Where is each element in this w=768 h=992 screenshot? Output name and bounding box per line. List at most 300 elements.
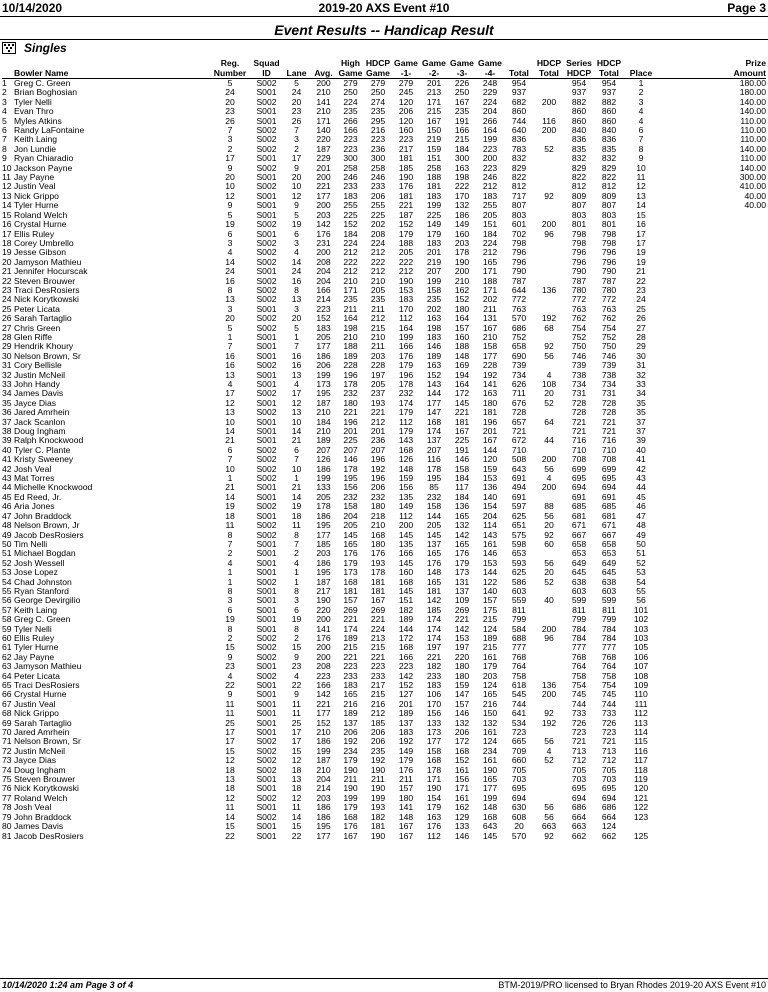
- cell-reg-number: 15: [225, 822, 235, 832]
- cell-reg-number: 10: [225, 182, 235, 192]
- table-row: [2, 182, 766, 191]
- cell-reg-number: 5: [227, 78, 233, 88]
- cell-average: 186: [316, 803, 331, 813]
- cell-high-game: 234: [343, 746, 358, 756]
- cell-series-hdcp: 784: [571, 633, 587, 643]
- cell-game-1: 201: [398, 699, 414, 709]
- col-header-high-game: Game: [338, 68, 363, 78]
- table-row: [2, 578, 766, 587]
- cell-row-number: 74: [2, 765, 12, 775]
- col-header-game-1: -1-: [392, 69, 420, 79]
- cell-game-3: 173: [454, 568, 470, 578]
- col-header-place: Place: [624, 69, 658, 79]
- cell-game-1: 168: [398, 643, 414, 653]
- cell-total: 601: [511, 220, 527, 230]
- cell-game-2: 144: [426, 389, 442, 399]
- cell-hdcp-grand-total: 745: [601, 690, 617, 700]
- cell-series-hdcp: 758: [571, 671, 587, 681]
- cell-lane: 21: [291, 483, 302, 493]
- table-row: [2, 483, 766, 492]
- cell-hdcp-total: 52: [544, 577, 554, 587]
- cell-row-number: 6: [2, 126, 7, 136]
- cell-hdcp-game: 215: [370, 690, 386, 700]
- cell-bowler-name: Sarah Tartaglio: [14, 314, 72, 324]
- cell-lane: 11: [292, 521, 301, 531]
- cell-total: 763: [511, 304, 527, 314]
- cell-average: 187: [316, 144, 331, 154]
- cell-game-2: 179: [426, 803, 442, 813]
- cell-prize-amount: [658, 352, 766, 361]
- cell-average: 176: [316, 633, 331, 643]
- cell-high-game: 157: [343, 596, 358, 606]
- cell-game-3: 215: [454, 135, 470, 145]
- cell-reg-number: 11: [225, 521, 235, 531]
- cell-average: 177: [316, 342, 331, 352]
- cell-high-game: 255: [343, 201, 358, 211]
- cell-bowler-name: Myles Atkins: [14, 116, 62, 126]
- table-row: [2, 408, 766, 417]
- cell-prize-amount: [658, 775, 766, 784]
- cell-hdcp-game: 211: [371, 342, 385, 352]
- cell-hdcp-game: 181: [370, 822, 386, 832]
- cell-row-number: 20: [2, 257, 12, 267]
- cell-hdcp-total: [534, 784, 564, 793]
- cell-lane: 20: [291, 314, 302, 324]
- cell-row-number: 40: [2, 445, 12, 455]
- cell-game-1: 212: [398, 267, 414, 277]
- cell-high-game: 188: [343, 342, 358, 352]
- cell-game-4: 266: [482, 116, 498, 126]
- cell-hdcp-total: 96: [544, 229, 554, 239]
- cell-hdcp-game: 206: [370, 737, 386, 747]
- cell-series-hdcp: 703: [571, 775, 587, 785]
- cell-series-hdcp: 796: [571, 257, 587, 267]
- cell-game-4: 202: [482, 295, 498, 305]
- cell-reg-number: 8: [227, 530, 233, 540]
- cell-row-number: 34: [2, 389, 12, 399]
- cell-hdcp-grand-total: 667: [601, 530, 617, 540]
- cell-game-1: 160: [398, 568, 414, 578]
- cell-game-4: 114: [483, 521, 497, 531]
- col-header-row-number: [2, 69, 14, 79]
- cell-game-1: 152: [398, 220, 414, 230]
- cell-series-hdcp: 649: [571, 558, 587, 568]
- cell-hdcp-total: 200: [541, 455, 557, 465]
- cell-game-2: 215: [426, 107, 442, 117]
- cell-series-hdcp: 796: [571, 248, 587, 258]
- cell-prize-amount: [658, 258, 766, 267]
- col-header-top-average: [310, 59, 337, 69]
- cell-game-1: 149: [398, 502, 414, 512]
- cell-prize-amount: [658, 399, 766, 408]
- cell-series-hdcp: 638: [571, 577, 587, 587]
- cell-total: 807: [511, 201, 527, 211]
- cell-squad-id: S001: [256, 539, 277, 549]
- cell-hdcp-grand-total: 649: [601, 558, 617, 568]
- cell-reg-number: 19: [225, 615, 235, 625]
- cell-total: 625: [511, 511, 527, 521]
- cell-game-3: 131: [454, 577, 470, 587]
- cell-game-1: 120: [398, 97, 414, 107]
- cell-hdcp-grand-total: 721: [601, 417, 617, 427]
- cell-series-hdcp: 798: [571, 238, 587, 248]
- cell-row-number: 32: [2, 370, 12, 380]
- col-header-top-lane: [283, 59, 310, 69]
- table-row: [2, 681, 766, 690]
- cell-hdcp-total: 200: [541, 690, 557, 700]
- table-row: [2, 324, 766, 333]
- cell-bowler-name: Nick Grippo: [14, 191, 59, 201]
- cell-hdcp-game: 300: [370, 154, 386, 164]
- cell-prize-amount: [658, 615, 766, 624]
- cell-reg-number: 13: [225, 295, 235, 305]
- cell-hdcp-total: 56: [544, 464, 554, 474]
- cell-hdcp-grand-total: 739: [601, 361, 617, 371]
- title-divider: [0, 39, 768, 40]
- cell-lane: 18: [291, 765, 302, 775]
- cell-series-hdcp: 658: [571, 539, 587, 549]
- col-header-top-series-hdcp: Series: [566, 59, 592, 68]
- cell-hdcp-total: [534, 615, 564, 624]
- cell-average: 200: [316, 615, 331, 625]
- cell-total: 796: [511, 248, 527, 258]
- cell-squad-id: S001: [256, 342, 277, 352]
- table-row: [2, 531, 766, 540]
- cell-total: 570: [511, 314, 527, 324]
- cell-hdcp-total: [534, 239, 564, 248]
- cell-game-4: 144: [482, 568, 498, 578]
- cell-high-game: 223: [343, 135, 358, 145]
- cell-hdcp-total: [534, 295, 564, 304]
- cell-high-game: 183: [343, 191, 358, 201]
- col-header-top-game-3: Game: [450, 59, 474, 68]
- cell-game-3: 170: [454, 191, 470, 201]
- table-row: [2, 521, 766, 530]
- cell-reg-number: 19: [225, 502, 235, 512]
- cell-total: 768: [511, 652, 527, 662]
- cell-place: 108: [633, 671, 649, 681]
- cell-hdcp-grand-total: 799: [601, 615, 617, 625]
- cell-squad-id: S002: [256, 285, 277, 295]
- table-body: [2, 79, 766, 841]
- cell-game-4: 246: [482, 173, 498, 183]
- cell-place: 37: [636, 427, 646, 437]
- cell-game-4: 153: [482, 558, 498, 568]
- col-header-lane: Lane: [283, 69, 310, 79]
- cell-high-game: 196: [343, 417, 358, 427]
- cell-prize-amount: [658, 784, 766, 793]
- cell-game-2: 201: [426, 248, 442, 258]
- cell-game-3: 190: [454, 257, 470, 267]
- cell-average: 177: [316, 191, 331, 201]
- cell-series-hdcp: 681: [571, 511, 587, 521]
- cell-place: 49: [636, 530, 646, 540]
- cell-game-4: 165: [482, 775, 498, 785]
- cell-game-3: 184: [454, 144, 470, 154]
- cell-reg-number: 14: [225, 257, 235, 267]
- cell-place: 26: [636, 314, 646, 324]
- cell-series-hdcp: 763: [571, 304, 587, 314]
- cell-place: 110: [634, 690, 648, 700]
- cell-reg-number: 12: [225, 756, 235, 766]
- cell-game-4: 177: [482, 784, 498, 794]
- cell-prize-amount: [658, 446, 766, 455]
- table-row: [2, 333, 766, 342]
- cell-game-1: 206: [398, 107, 414, 117]
- cell-high-game: 156: [343, 483, 358, 493]
- col-header-hdcp-game: Game: [364, 69, 392, 79]
- cell-game-1: 170: [398, 304, 414, 314]
- cell-lane: 18: [291, 511, 302, 521]
- cell-hdcp-game: 215: [370, 323, 386, 333]
- cell-high-game: 211: [343, 304, 358, 314]
- cell-game-4: 159: [482, 464, 498, 474]
- cell-average: 186: [316, 511, 331, 521]
- cell-squad-id: S002: [256, 577, 277, 587]
- cell-high-game: 228: [343, 361, 358, 371]
- cell-hdcp-grand-total: 829: [601, 163, 617, 173]
- cell-game-4: 168: [482, 812, 498, 822]
- cell-hdcp-game: 236: [370, 144, 386, 154]
- cell-squad-id: S002: [256, 455, 277, 465]
- cell-squad-id: S001: [256, 436, 277, 446]
- cell-game-4: 146: [482, 549, 498, 559]
- cell-reg-number: 21: [225, 436, 235, 446]
- cell-bowler-name: Jayce Dias: [14, 398, 57, 408]
- cell-hdcp-total: 200: [541, 126, 557, 136]
- cell-hdcp-total: [534, 277, 564, 286]
- cell-hdcp-grand-total: 708: [601, 455, 617, 465]
- cell-place: 17: [636, 238, 646, 248]
- cell-squad-id: S002: [256, 248, 277, 258]
- cell-game-2: 219: [426, 257, 442, 267]
- cell-place: 33: [636, 380, 646, 389]
- cell-row-number: 70: [2, 728, 12, 738]
- cell-hdcp-grand-total: 801: [601, 220, 617, 230]
- section-label: Singles: [24, 41, 67, 55]
- cell-hdcp-grand-total: 695: [601, 784, 617, 794]
- cell-total: 822: [511, 173, 527, 183]
- cell-bowler-name: Ellis Ruley: [14, 229, 55, 239]
- cell-hdcp-game: 201: [370, 427, 386, 437]
- cell-hdcp-grand-total: 803: [601, 210, 617, 220]
- cell-hdcp-grand-total: 811: [602, 605, 616, 615]
- cell-prize-amount: [658, 662, 766, 671]
- cell-game-2: 158: [426, 746, 442, 756]
- cell-reg-number: 15: [225, 643, 235, 653]
- cell-bowler-name: Steven Brouwer: [14, 276, 76, 286]
- cell-reg-number: 12: [225, 793, 235, 803]
- cell-game-2: 171: [426, 97, 442, 107]
- cell-reg-number: 9: [227, 201, 233, 211]
- cell-bowler-name: Greg C. Green: [14, 615, 71, 625]
- cell-bowler-name: Brian Boghosian: [14, 88, 78, 98]
- cell-place: 39: [636, 436, 646, 446]
- cell-average: 200: [316, 173, 331, 183]
- cell-average: 200: [316, 248, 331, 258]
- cell-reg-number: 3: [227, 238, 233, 248]
- cell-total: 676: [511, 398, 527, 408]
- cell-row-number: 15: [2, 210, 12, 220]
- cell-hdcp-total: [534, 408, 564, 417]
- cell-hdcp-game: 255: [370, 201, 386, 211]
- cell-bowler-name: Ryan Stanford: [14, 586, 69, 596]
- cell-hdcp-total: [534, 173, 564, 182]
- cell-average: 231: [316, 238, 331, 248]
- cell-game-2: 158: [426, 285, 442, 295]
- cell-high-game: 189: [343, 351, 358, 361]
- cell-hdcp-grand-total: 723: [601, 728, 617, 738]
- cell-hdcp-game: 190: [370, 784, 386, 794]
- cell-bowler-name: Tyler C. Plante: [14, 445, 71, 455]
- table-row: [2, 389, 766, 398]
- cell-game-1: 183: [398, 728, 414, 738]
- cell-hdcp-total: 40: [544, 596, 554, 606]
- cell-lane: 2: [294, 633, 299, 643]
- cell-lane: 3: [294, 304, 299, 314]
- cell-high-game: 201: [343, 427, 358, 437]
- cell-game-3: 197: [454, 643, 470, 653]
- cell-bowler-name: Jared Amrhein: [14, 728, 70, 738]
- cell-bowler-name: Justin McNeil: [14, 370, 66, 380]
- cell-average: 223: [316, 304, 331, 314]
- cell-total: 752: [511, 332, 527, 342]
- cell-high-game: 181: [343, 586, 358, 596]
- cell-prize-amount: [658, 832, 766, 841]
- cell-lane: 22: [291, 831, 302, 841]
- cell-hdcp-grand-total: 734: [601, 380, 617, 389]
- cell-total: 690: [511, 351, 527, 361]
- cell-lane: 7: [294, 342, 299, 352]
- cell-average: 126: [316, 455, 331, 465]
- table-row: [2, 474, 766, 483]
- cell-reg-number: 16: [225, 351, 235, 361]
- table-row: [2, 230, 766, 239]
- cell-bowler-name: Nelson Brown, Sr: [14, 351, 81, 361]
- cell-hdcp-game: 213: [370, 633, 386, 643]
- cell-hdcp-grand-total: 726: [601, 718, 617, 728]
- cell-place: 8: [638, 144, 644, 154]
- cell-bowler-name: Roland Welch: [14, 793, 68, 803]
- cell-place: 42: [636, 464, 646, 474]
- cell-hdcp-grand-total: 713: [601, 746, 617, 756]
- cell-place: 34: [636, 389, 646, 399]
- cell-reg-number: 4: [227, 671, 233, 681]
- cell-bowler-name: James Davis: [14, 389, 64, 399]
- cell-squad-id: S002: [256, 163, 277, 173]
- cell-series-hdcp: 603: [571, 586, 587, 596]
- cell-lane: 18: [291, 784, 302, 794]
- cell-squad-id: S002: [256, 295, 277, 305]
- cell-series-hdcp: 721: [571, 417, 587, 427]
- cell-hdcp-grand-total: 754: [601, 323, 617, 333]
- cell-hdcp-game: 221: [370, 652, 386, 662]
- cell-hdcp-grand-total: 764: [601, 662, 617, 672]
- cell-hdcp-total: [534, 201, 564, 210]
- cell-total: 803: [511, 210, 527, 220]
- cell-lane: 13: [291, 295, 302, 305]
- cell-game-1: 160: [398, 126, 414, 136]
- cell-game-2: 221: [426, 652, 442, 662]
- cell-game-1: 126: [398, 455, 414, 465]
- cell-game-3: 186: [454, 210, 470, 220]
- cell-prize-amount: 140.00: [739, 144, 766, 154]
- cell-place: 19: [636, 248, 646, 258]
- cell-squad-id: S002: [256, 502, 277, 512]
- cell-lane: 14: [291, 812, 302, 822]
- cell-hdcp-grand-total: 750: [601, 342, 617, 352]
- cell-hdcp-total: [534, 79, 564, 89]
- cell-reg-number: 11: [225, 699, 235, 709]
- cell-hdcp-total: [534, 766, 564, 775]
- cell-row-number: 35: [2, 398, 12, 408]
- cell-hdcp-total: [534, 333, 564, 342]
- cell-average: 186: [316, 737, 331, 747]
- cell-squad-id: S001: [256, 229, 277, 239]
- cell-high-game: 210: [343, 332, 358, 342]
- table-row: [2, 747, 766, 756]
- cell-series-hdcp: 937: [571, 88, 587, 98]
- cell-squad-id: S001: [256, 558, 277, 568]
- cell-game-2: 202: [426, 304, 442, 314]
- cell-game-2: 145: [426, 530, 442, 540]
- cell-row-number: 46: [2, 502, 12, 512]
- cell-hdcp-total: 136: [541, 681, 557, 690]
- cell-game-3: 109: [454, 596, 470, 606]
- cell-hdcp-grand-total: 746: [601, 351, 617, 361]
- cell-lane: 22: [291, 681, 302, 690]
- table-row: [2, 672, 766, 681]
- cell-hdcp-total: 136: [541, 285, 557, 295]
- cell-row-number: 8: [2, 144, 7, 154]
- cell-row-number: 59: [2, 624, 12, 634]
- cell-prize-amount: [658, 766, 766, 775]
- cell-squad-id: S002: [256, 97, 277, 107]
- cell-game-2: 199: [426, 201, 442, 211]
- cell-game-2: 185: [426, 605, 442, 615]
- cell-series-hdcp: 777: [571, 643, 587, 653]
- cell-game-3: 250: [454, 88, 470, 98]
- cell-place: 4: [638, 107, 644, 117]
- cell-hdcp-game: 212: [370, 248, 386, 258]
- cell-place: 15: [636, 210, 646, 220]
- cell-hdcp-total: [534, 182, 564, 191]
- cell-place: 109: [633, 681, 649, 690]
- cell-place: 125: [633, 831, 649, 841]
- table-row: [2, 568, 766, 577]
- cell-game-2: 168: [426, 756, 442, 766]
- cell-game-4: 148: [482, 803, 498, 813]
- cell-hdcp-game: 210: [370, 276, 386, 286]
- cell-squad-id: S002: [256, 314, 277, 324]
- cell-reg-number: 8: [227, 586, 233, 596]
- cell-total: 688: [511, 633, 527, 643]
- cell-game-3: 161: [454, 765, 470, 775]
- cell-game-4: 188: [482, 276, 498, 286]
- cell-hdcp-grand-total: 822: [601, 173, 617, 183]
- cell-average: 142: [316, 220, 331, 230]
- table-row: [2, 455, 766, 464]
- cell-game-4: 184: [482, 229, 498, 239]
- cell-hdcp-total: [534, 211, 564, 220]
- cell-series-hdcp: 803: [571, 210, 587, 220]
- cell-bowler-name: Nick Korytkowski: [14, 784, 79, 794]
- cell-game-1: 189: [398, 615, 414, 625]
- cell-squad-id: S001: [256, 427, 277, 437]
- cell-average: 140: [316, 126, 331, 136]
- cell-hdcp-game: 180: [370, 539, 386, 549]
- cell-reg-number: 2: [227, 144, 233, 154]
